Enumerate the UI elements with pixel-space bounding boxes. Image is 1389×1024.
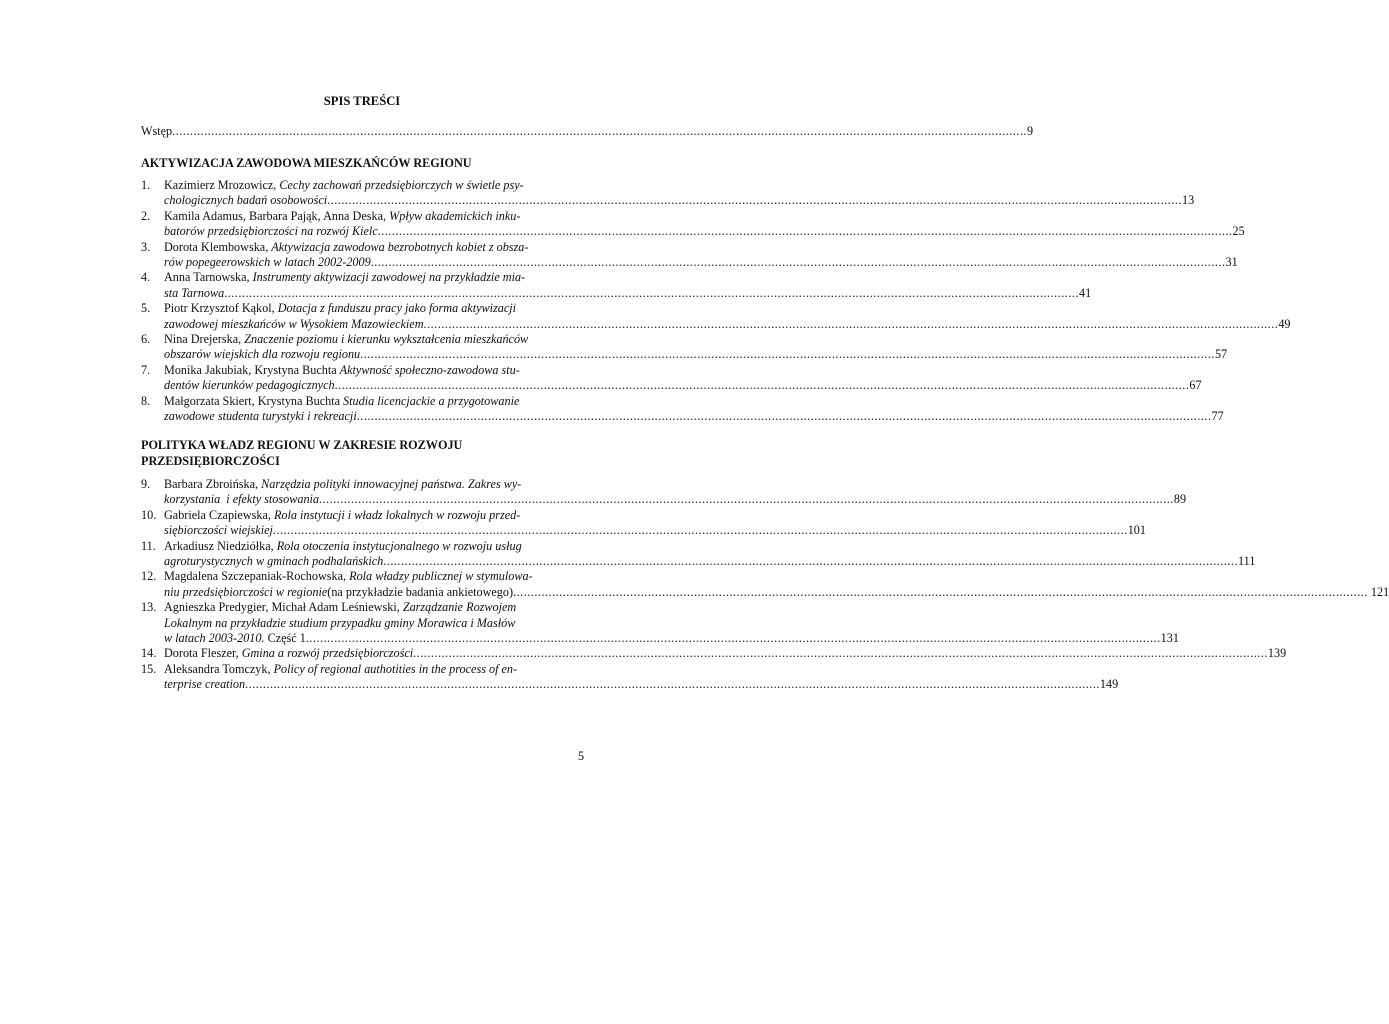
dot-leader: [424, 317, 1279, 332]
section-heading-2: [141, 437, 587, 469]
entry-author: Dorota Fleszer,: [164, 646, 242, 661]
entry-title: Gmina a rozwój przedsiębiorczości: [241, 646, 414, 661]
toc-entry[interactable]: [141, 507, 1146, 539]
entry-title: Rola władzy publicznej w stymulowa-: [349, 569, 533, 584]
toc-intro[interactable]: [141, 124, 1034, 139]
entry-title-cont: rów popegeerowskich w latach 2002-2009: [164, 255, 371, 270]
toc-entry[interactable]: [141, 270, 1092, 301]
entry-author: Monika Jakubiak, Krystyna Buchta: [164, 362, 340, 377]
entry-title: Studia licencjackie a przygotowanie: [343, 393, 520, 408]
entry-title: Narzędzia polityki innowacyjnej państwa. Zakres wy-: [261, 477, 522, 491]
entry-title-cont: siębiorczości wiejskiej: [164, 523, 273, 538]
entry-author: Nina Drejerska,: [164, 332, 245, 347]
entry-title: Policy of regional authotities in the process of en-: [273, 661, 518, 676]
entry-title: Cechy zachowań przedsiębiorczych w świetle psy-: [279, 178, 524, 192]
entry-title-cont: batorów przedsiębiorczości na rozwój Kielc: [164, 224, 378, 239]
entry-title-cont: sta Tarnowa: [164, 285, 225, 300]
entry-number: 3.: [141, 239, 151, 254]
toc-intro-page: 9: [1026, 124, 1034, 138]
dot-leader: [319, 492, 1174, 507]
entry-author: Barbara Zbroińska,: [164, 477, 262, 491]
dot-leader: [327, 193, 1182, 208]
entry-page: 149: [1099, 677, 1119, 692]
entry-page: 77: [1211, 409, 1224, 424]
entry-author: Magdalena Szczepaniak-Rochowska,: [164, 569, 350, 584]
toc-entry[interactable]: [141, 332, 1228, 363]
entry-number: 1.: [141, 178, 151, 192]
entry-number: 11.: [141, 538, 156, 553]
entry-title-cont: korzystania i efekty stosowania: [164, 492, 320, 507]
entry-page: 89: [1173, 492, 1187, 507]
page-title: SPIS TREŚCI: [323, 94, 401, 108]
entry-title: Znaczenie poziomu i kierunku wykształcenia mieszkańców: [244, 332, 529, 347]
entry-title-cont: agroturystycznych w gminach podhalańskich: [164, 554, 384, 569]
entry-page: 139: [1267, 646, 1287, 661]
dot-leader: [245, 677, 1100, 692]
dot-leader: [224, 286, 1079, 301]
toc-entry[interactable]: [141, 178, 1195, 209]
entry-number: 9.: [141, 477, 151, 491]
entry-author: Gabriela Czapiewska,: [164, 507, 274, 522]
dot-leader: [383, 554, 1238, 569]
dot-leader: [371, 255, 1226, 270]
entry-page: 13: [1181, 193, 1195, 208]
entry-page: 57: [1214, 347, 1228, 362]
toc-entry[interactable]: [141, 239, 1238, 271]
entry-page: 131: [1160, 631, 1179, 646]
entry-title: Wpływ akademickich inku-: [389, 208, 521, 223]
entry-author: Dorota Klembowska,: [164, 239, 272, 254]
toc-entry[interactable]: [141, 362, 1202, 394]
entry-author: Anna Tarnowska,: [164, 270, 253, 285]
dot-leader: [360, 347, 1215, 362]
entry-author: Agnieszka Predygier, Michał Adam Leśniewski,: [164, 600, 403, 615]
entry-title-cont: zawodowej mieszkańców w Wysokiem Mazowieckiem: [164, 316, 424, 331]
section-heading-2-line2: PRZEDSIĘBIORCZOŚCI: [141, 454, 280, 468]
section-heading-2-line1: POLITYKA WŁADZ REGIONU W ZAKRESIE ROZWOJU: [141, 438, 463, 452]
page-number: 5: [578, 749, 585, 763]
entry-page: 111: [1238, 554, 1256, 569]
entry-number: 8.: [141, 393, 151, 408]
entry-number: 15.: [141, 661, 157, 676]
entry-number: 7.: [141, 362, 151, 377]
dot-leader: [513, 585, 1368, 600]
section-heading-1: AKTYWIZACJA ZAWODOWA MIESZKAŃCÓW REGIONU: [141, 156, 472, 170]
dot-leader: [306, 631, 1161, 646]
entry-title: Dotacja z funduszu pracy jako forma aktywizacji: [277, 301, 517, 316]
entry-number: 14.: [141, 646, 157, 661]
dot-leader: [378, 224, 1233, 239]
entry-number: 10.: [141, 507, 157, 522]
entry-subtitle: (na przykładzie badania ankietowego): [327, 584, 514, 599]
dot-leader: [413, 646, 1268, 661]
entry-title: Rola instytucji i władz lokalnych w rozwoju przed-: [273, 507, 521, 522]
entry-author: Kazimierz Mrozowicz,: [164, 178, 280, 192]
entry-title-cont: zawodowe studenta turystyki i rekreacji: [164, 409, 357, 424]
entry-page: 121: [1370, 584, 1389, 599]
entry-title: Instrumenty aktywizacji zawodowej na przykładzie mia-: [252, 270, 526, 285]
dot-leader: [335, 378, 1190, 393]
entry-page: 49: [1278, 316, 1291, 331]
entry-page: 41: [1078, 285, 1092, 300]
toc-entry[interactable]: [141, 393, 1224, 425]
toc-entry[interactable]: [141, 600, 1179, 646]
entry-author: Aleksandra Tomczyk,: [164, 661, 274, 676]
entry-number: 12.: [141, 569, 157, 584]
entry-title-cont: niu przedsiębiorczości w regionie: [164, 584, 328, 599]
dot-leader: [357, 409, 1212, 424]
entry-title-cont: dentów kierunków pedagogicznych: [164, 378, 335, 393]
entry-title-cont: chologicznych badań osobowości: [164, 193, 328, 208]
entry-title-cont: w latach 2003-2010.: [164, 631, 265, 646]
entry-title-cont: Lokalnym na przykładzie studium przypadku gminy Morawica i Masłów: [164, 615, 516, 630]
entry-author: Kamila Adamus, Barbara Pająk, Anna Deska,: [164, 208, 390, 223]
entry-title-cont: terprise creation: [164, 677, 246, 692]
entry-number: 6.: [141, 332, 151, 347]
toc-entry[interactable]: [141, 477, 1187, 508]
dot-leader: [273, 523, 1128, 538]
entry-author: Arkadiusz Niedziółka,: [164, 538, 277, 553]
toc-entry[interactable]: [141, 538, 1256, 570]
entry-part: Część 1: [264, 631, 306, 646]
entry-page: 31: [1225, 255, 1238, 270]
toc-entry[interactable]: [141, 661, 1119, 693]
entry-page: 67: [1189, 378, 1202, 393]
section-1-entries: [141, 178, 1291, 425]
entry-title: Rola otoczenia instytucjonalnego w rozwoju usług: [276, 538, 522, 553]
entry-author: Piotr Krzysztof Kąkol,: [164, 301, 278, 316]
entry-title: Zarządzanie Rozwojem: [402, 600, 517, 615]
entry-page: 101: [1127, 523, 1146, 538]
toc-entry[interactable]: [141, 301, 1291, 332]
entry-title-cont: obszarów wiejskich dla rozwoju regionu: [164, 347, 361, 362]
entry-number: 4.: [141, 270, 151, 285]
section-2-entries: [141, 477, 1389, 693]
toc-entry[interactable]: [141, 208, 1245, 240]
entry-title: Aktywność społeczno-zawodowa stu-: [339, 362, 520, 377]
entry-title: Aktywizacja zawodowa bezrobotnych kobiet z obsza-: [271, 239, 529, 254]
dot-leader: [172, 124, 1027, 139]
entry-number: 5.: [141, 301, 151, 316]
entry-number: 13.: [141, 600, 157, 615]
toc-entry[interactable]: [141, 569, 1389, 600]
toc-intro-label: Wstęp: [141, 124, 173, 138]
entry-page: 25: [1232, 224, 1245, 239]
entry-number: 2.: [141, 208, 151, 223]
toc-entry[interactable]: [141, 646, 1287, 661]
entry-author: Małgorzata Skiert, Krystyna Buchta: [164, 393, 344, 408]
